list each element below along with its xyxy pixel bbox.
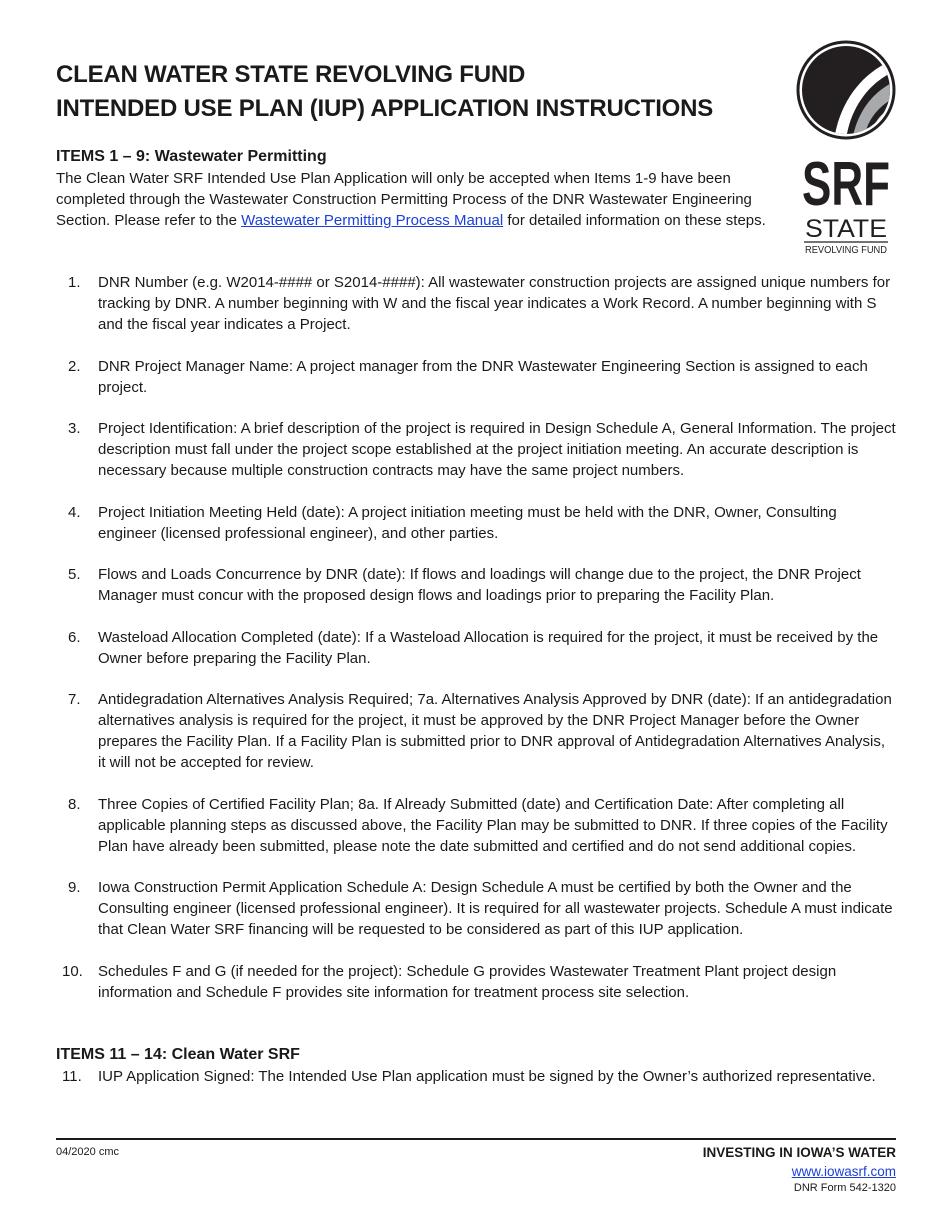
item-text: Antidegradation Alternatives Analysis Required; 7a. Alternatives Analysis Approved by DNR (date): If an antidegradation alternatives analysis is required for the project, it must be approved by the DNR Project Manager before the Owner prepares the Facility Plan. If a Facility Plan is submitted prior to DNR approval of Antidegradation Alternatives Analysis, it will not be accepted for review. [98,691,892,771]
item-number: 11. [62,1068,82,1085]
item-text: Project Identification: A brief description of the project is required in Design Schedule A, General Information. The project description must fall under the project scope established at the project initiation meeting. An accurate description is necessary because multiple construction contracts may have the same project numbers. [98,420,896,479]
list-item [56,564,896,606]
logo-word-revolving: REVOLVING FUND [805,245,887,256]
list-item [56,356,896,398]
document-header [56,58,896,126]
footer-divider [56,1138,896,1140]
item-number: 1. [68,274,81,291]
title-line-1: CLEAN WATER STATE REVOLVING FUND [56,61,526,88]
items-list-11 [56,1066,896,1087]
list-item [56,689,896,773]
list-item [56,502,896,544]
item-text: IUP Application Signed: The Intended Use Plan application must be signed by the Owner’s authorized representative. [98,1068,876,1085]
item-number: 7. [68,691,81,708]
item-number: 9. [68,879,81,896]
list-item [56,1066,896,1087]
item-text: Schedules F and G (if needed for the project): Schedule G provides Wastewater Treatment Plant project design information and Schedule F provides site information for treatment process site selection. [98,962,837,1001]
item-number: 5. [68,566,81,583]
logo-letters: SRF [802,150,890,219]
item-text: DNR Number (e.g. W2014-#### or S2014-####): All wastewater construction projects are assigned unique numbers for tracking by DNR. A number beginning with W and the fiscal year indicates a Work Record. A number beginning with S and the fiscal year indicates a Project. [98,274,891,333]
list-item [56,272,896,335]
item-text: Iowa Construction Permit Application Schedule A: Design Schedule A must be certified by both the Owner and the Consulting engineer (licensed professional engineer). It is required for all wastewater projects. Schedule A must indicate that Clean Water SRF financing will be requested to be considered as part of this IUP application. [98,879,893,938]
item-text: Flows and Loads Concurrence by DNR (date): If flows and loadings will change due to the project, the DNR Project Manager must concur with the proposed design flows and loadings prior to preparing the Facility Plan. [98,566,861,604]
footer-tagline: INVESTING IN IOWA’S WATER [702,1145,896,1160]
item-number: 6. [68,628,81,646]
item-number: 3. [68,420,81,437]
item-text: Wasteload Allocation Completed (date): If a Wasteload Allocation is required for the project, it must be received by the Owner before preparing the Facility Plan. [98,628,879,667]
item-text: Three Copies of Certified Facility Plan; 8a. If Already Submitted (date) and Certification Date: After completing all applicable planning steps as discussed above, the Facility Plan may be submitted to DNR. If three copies of the Facility Plan have already been submitted, please note the date submitted and certified and do not send additional copies. [98,795,888,855]
title-line-2: INTENDED USE PLAN (IUP) APPLICATION INSTRUCTIONS [56,95,714,122]
item-number: 10. [62,962,83,980]
item-text: Project Initiation Meeting Held (date): A project initiation meeting must be held with the DNR, Owner, Consulting engineer (licensed professional engineer), and other parties. [98,503,837,542]
item-number: 4. [68,503,81,521]
srf-logo [794,40,898,258]
list-item [56,418,896,481]
intro-text-before: The Clean Water SRF Intended Use Plan Application will only be accepted when Items 1-9 have been completed through the Wastewater Construction Permitting Process of the DNR Wastewater Engineering Section. Please refer to the [56,170,752,229]
permitting-manual-link[interactable]: Wastewater Permitting Process Manual [241,212,504,229]
intro-text-after: for detailed information on these steps. [503,212,766,229]
item-text: DNR Project Manager Name: A project manager from the DNR Wastewater Engineering Section is assigned to each project. [98,357,868,396]
logo-word-state: STATE [805,215,887,243]
item-number: 2. [68,357,81,375]
list-item [56,877,896,940]
section-1-heading: ITEMS 1 – 9: Wastewater Permitting [56,148,327,165]
footer-website-link[interactable]: www.iowasrf.com [791,1164,896,1179]
items-list-1-10 [56,272,896,1023]
list-item [56,961,896,1003]
footer-date-code: 04/2020 cmc [56,1146,119,1158]
section-2-heading: ITEMS 11 – 14: Clean Water SRF [56,1046,300,1063]
list-item [56,627,896,669]
footer-form-number: DNR Form 542-1320 [793,1182,896,1194]
item-number: 8. [68,795,81,813]
footer-right-block [703,1144,896,1195]
section-1-intro [56,168,791,231]
list-item [56,794,896,857]
